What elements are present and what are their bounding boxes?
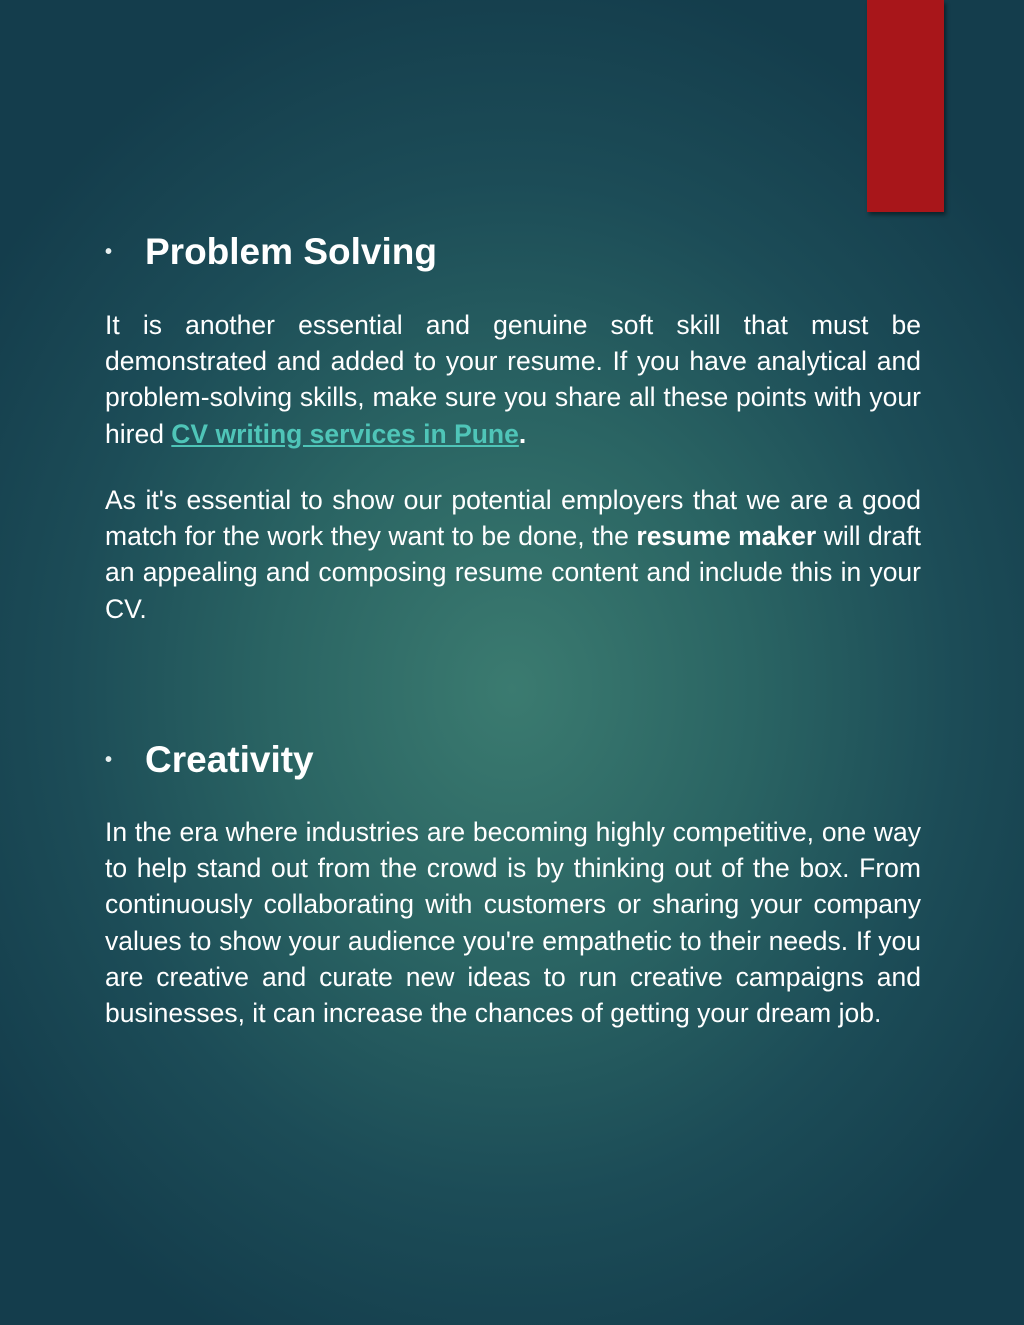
paragraph-period: .: [518, 418, 527, 449]
bullet-icon: •: [105, 241, 113, 263]
paragraph-problem-solving-2: [105, 482, 921, 627]
cv-writing-services-link[interactable]: CV writing services in Pune: [171, 418, 519, 449]
paragraph-text: will draft an appealing and composing resume content and include this in your CV.: [105, 521, 921, 624]
paragraph-text: In the era where industries are becoming highly competitive, one way to help stand out from the crowd is by thinking out of the box. From continuously collaborating with customers or sharing your company values to show your audience you're empathetic to their needs. If you are creative and curate new ideas to run creative campaigns and businesses, it can increase the chances of getting your dream job.: [105, 817, 921, 1029]
paragraph-problem-solving-1: [105, 307, 921, 452]
red-bookmark-ribbon: [867, 0, 944, 212]
bullet-icon: •: [105, 749, 113, 771]
bold-resume-maker: resume maker: [636, 521, 817, 552]
paragraph-creativity-1: [105, 814, 921, 1031]
heading-creativity: [105, 738, 314, 782]
paragraph-text: As it's essential to show our potential employers that we are a good match for the work they want to be done, the: [105, 485, 921, 552]
heading-text: Problem Solving: [145, 231, 437, 272]
heading-text: Creativity: [145, 739, 314, 780]
paragraph-text: It is another essential and genuine soft skill that must be demonstrated and added to your resume. If you have analytical and problem-solving skills, make sure you share all these points with your hired: [105, 310, 921, 449]
heading-problem-solving: [105, 230, 437, 274]
